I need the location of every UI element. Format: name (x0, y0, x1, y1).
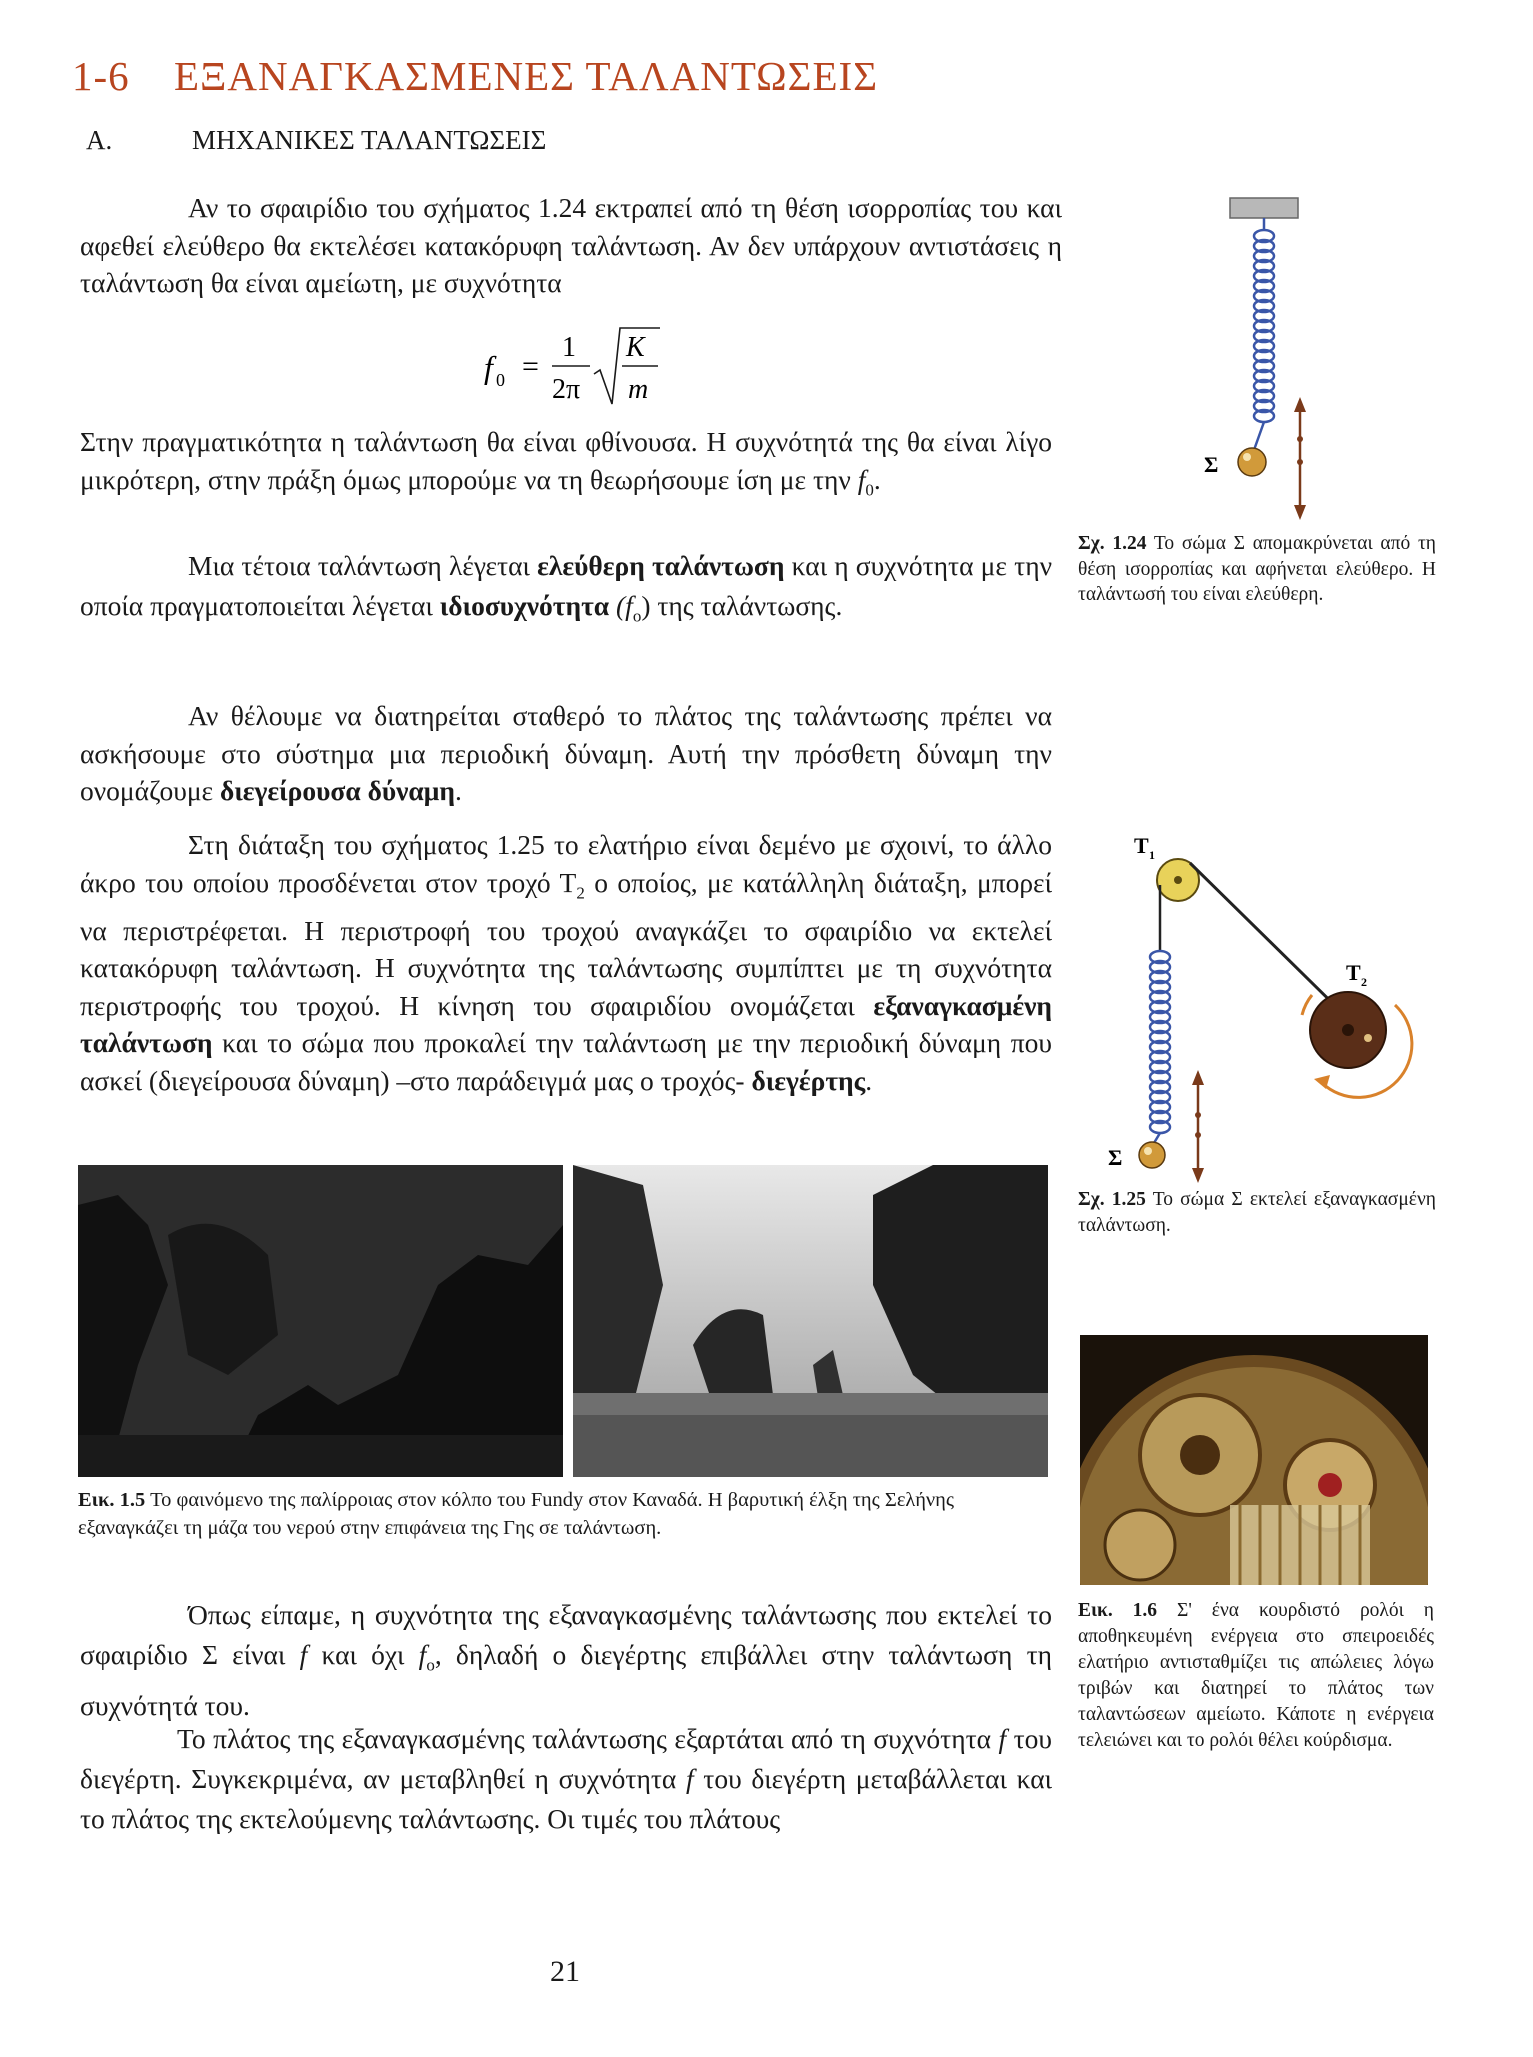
pulley-t1-label: T (1134, 833, 1149, 858)
photo-watch-mechanism (1080, 1335, 1428, 1585)
formula-lhs-sub: 0 (496, 370, 505, 390)
figure-1-24 (1170, 192, 1370, 532)
caption-fig-1-25: Σχ. 1.25 Το σώμα Σ εκτελεί εξαναγκασμένη ταλάντωση. (1078, 1189, 1436, 1236)
formula-radicand-den: m (628, 374, 649, 405)
fig125-sigma-label: Σ (1108, 1145, 1123, 1170)
paragraph-1: Αν το σφαιρίδιο του σχήματος 1.24 εκτραπεί από τη θέση ισορροπίας του και αφεθεί ελεύθερο θα εκτελέσει κατακόρυφη ταλάντωση. Αν δεν υπάρχουν αντιστάσεις η ταλάντωση θα είναι αμείωτη, με συχνότητα (80, 192, 1062, 298)
caption-photo-1-6: Εικ. 1.6 Σ' ένα κουρδιστό ρολόι η αποθηκευμένη ενέργεια στο σπειροειδές ελατήριο αντισταθμίζει τις απώλειες λόγω τριβών και διατηρεί το πλάτος των ταλαντώσεων αμείωτο. Κάποτε η ενέργεια τελειώνει και το ρολόι θέλει κούρδισμα. (1078, 1600, 1434, 1751)
paragraph-3: Μια τέτοια ταλάντωση λέγεται ελεύθερη ταλάντωση και η συχνότητα με την οποία πραγματοποιείται λέγεται ιδιοσυχνότητα $(f_o)$ της ταλάντωσης. (80, 550, 1053, 626)
formula-equals: = (522, 350, 539, 383)
fig124-sigma-label: Σ (1204, 452, 1219, 477)
ceiling-mount (1230, 198, 1298, 218)
formula-denominator: 2π (552, 374, 581, 405)
formula-natural-frequency (480, 318, 670, 408)
wheel-t2-label: T (1346, 960, 1361, 985)
section-title (72, 52, 878, 100)
formula-lhs: f (484, 349, 493, 385)
photo-watch-art (1080, 1335, 1428, 1585)
subsection-label: Α. (86, 125, 113, 155)
formula-svg (480, 318, 670, 408)
photo-fundy-high-tide-art (573, 1165, 1048, 1477)
caption-photo-1-5: Εικ. 1.5 Το φαινόμενο της παλίρροιας στον κόλπο του Fundy στον Καναδά. Η βαρυτική έλξη της Σελήνης εξαναγκάζει τη μάζα του νερού στην επιφάνεια της Γης σε ταλάντωση. (78, 1489, 955, 1539)
paragraph-5: Στη διάταξη του σχήματος 1.25 το ελατήριο είναι δεμένο με σχοινί, το άλλο άκρο του οποίου προσδένεται στον τροχό $T_2$ ο οποίος, με κατάλληλη διάταξη, μπορεί να περιστρέφεται. Η περιστροφή του τροχού αναγκάζει το σφαιρίδιο να εκτελεί κατακόρυφη ταλάντωση. Η συχνότητα της ταλάντωσης συμπίπτει με τη συχνότητα περιστροφής του τροχού. Η κίνηση του σφαιριδίου ονομάζεται εξαναγκασμένη ταλάντωση και το σώμα που προκαλεί την ταλάντωση με την περιοδική δύναμη που ασκεί (διεγείρουσα δύναμη) –στο παράδειγμά μας ο τροχός- διεγέρτης. (80, 829, 1053, 1096)
formula-radicand-num: K (626, 332, 645, 363)
figure-1-25 (1090, 825, 1430, 1185)
spring-coil (1254, 230, 1274, 422)
section-title-text: ΕΞΑΝΑΓΚΑΣΜΕΝΕΣ ΤΑΛΑΝΤΩΣΕΙΣ (174, 53, 879, 99)
photo-fundy-low-tide-art (78, 1165, 563, 1477)
section-number: 1-6 (72, 53, 130, 99)
svg-text:1: 1 (1149, 848, 1155, 862)
formula-numerator: 1 (562, 332, 576, 363)
subsection-title-text: ΜΗΧΑΝΙΚΕΣ ΤΑΛΑΝΤΩΣΕΙΣ (192, 125, 547, 155)
photo-fundy-low-tide (78, 1165, 563, 1477)
spring-diagram (1170, 192, 1370, 532)
ball-2 (1139, 1142, 1165, 1168)
forced-oscillation-diagram (1090, 825, 1430, 1185)
caption-fig-1-24: Σχ. 1.24 Το σώμα Σ απομακρύνεται από τη θέση ισορροπίας και αφήνεται ελεύθερο. Η ταλάντωσή του είναι ελεύθερη. (1078, 533, 1436, 605)
paragraph-2: Στην πραγματικότητα η ταλάντωση θα είναι φθίνουσα. Η συχνότητά της θα είναι λίγο μικρότερη, στην πράξη όμως μπορούμε να τη θεωρήσουμε ίση με την $f_0$. (80, 426, 1052, 499)
subsection-title (86, 125, 546, 156)
page-number: 21 (550, 1955, 580, 1988)
photo-fundy-high-tide (573, 1165, 1048, 1477)
ball (1238, 448, 1266, 476)
paragraph-4: Αν θέλουμε να διατηρείται σταθερό το πλάτος της ταλάντωσης πρέπει να ασκήσουμε στο σύστημα μια περιοδική δύναμη. Αυτή την πρόσθετη δύναμη την ονομάζουμε διεγείρουσα δύναμη. (80, 700, 1052, 806)
spring-coil-2 (1150, 951, 1170, 1133)
svg-text:2: 2 (1361, 975, 1367, 989)
paragraph-7: Το πλάτος της εξαναγκασμένης ταλάντωσης εξαρτάται από τη συχνότητα f του διεγέρτη. Συγκεκριμένα, αν μεταβληθεί η συχνότητα f του διεγέρτη μεταβάλλεται και το πλάτος της εκτελούμενης ταλάντωσης. Οι τιμές του πλάτους (80, 1723, 1053, 1834)
paragraph-6: Όπως είπαμε, η συχνότητα της εξαναγκασμένης ταλάντωσης που εκτελεί το σφαιρίδιο Σ είναι f και όχι $f_o$, δηλαδή ο διεγέρτης επιβάλλει στην ταλάντωση τη συχνότητά του. (80, 1599, 1052, 1721)
